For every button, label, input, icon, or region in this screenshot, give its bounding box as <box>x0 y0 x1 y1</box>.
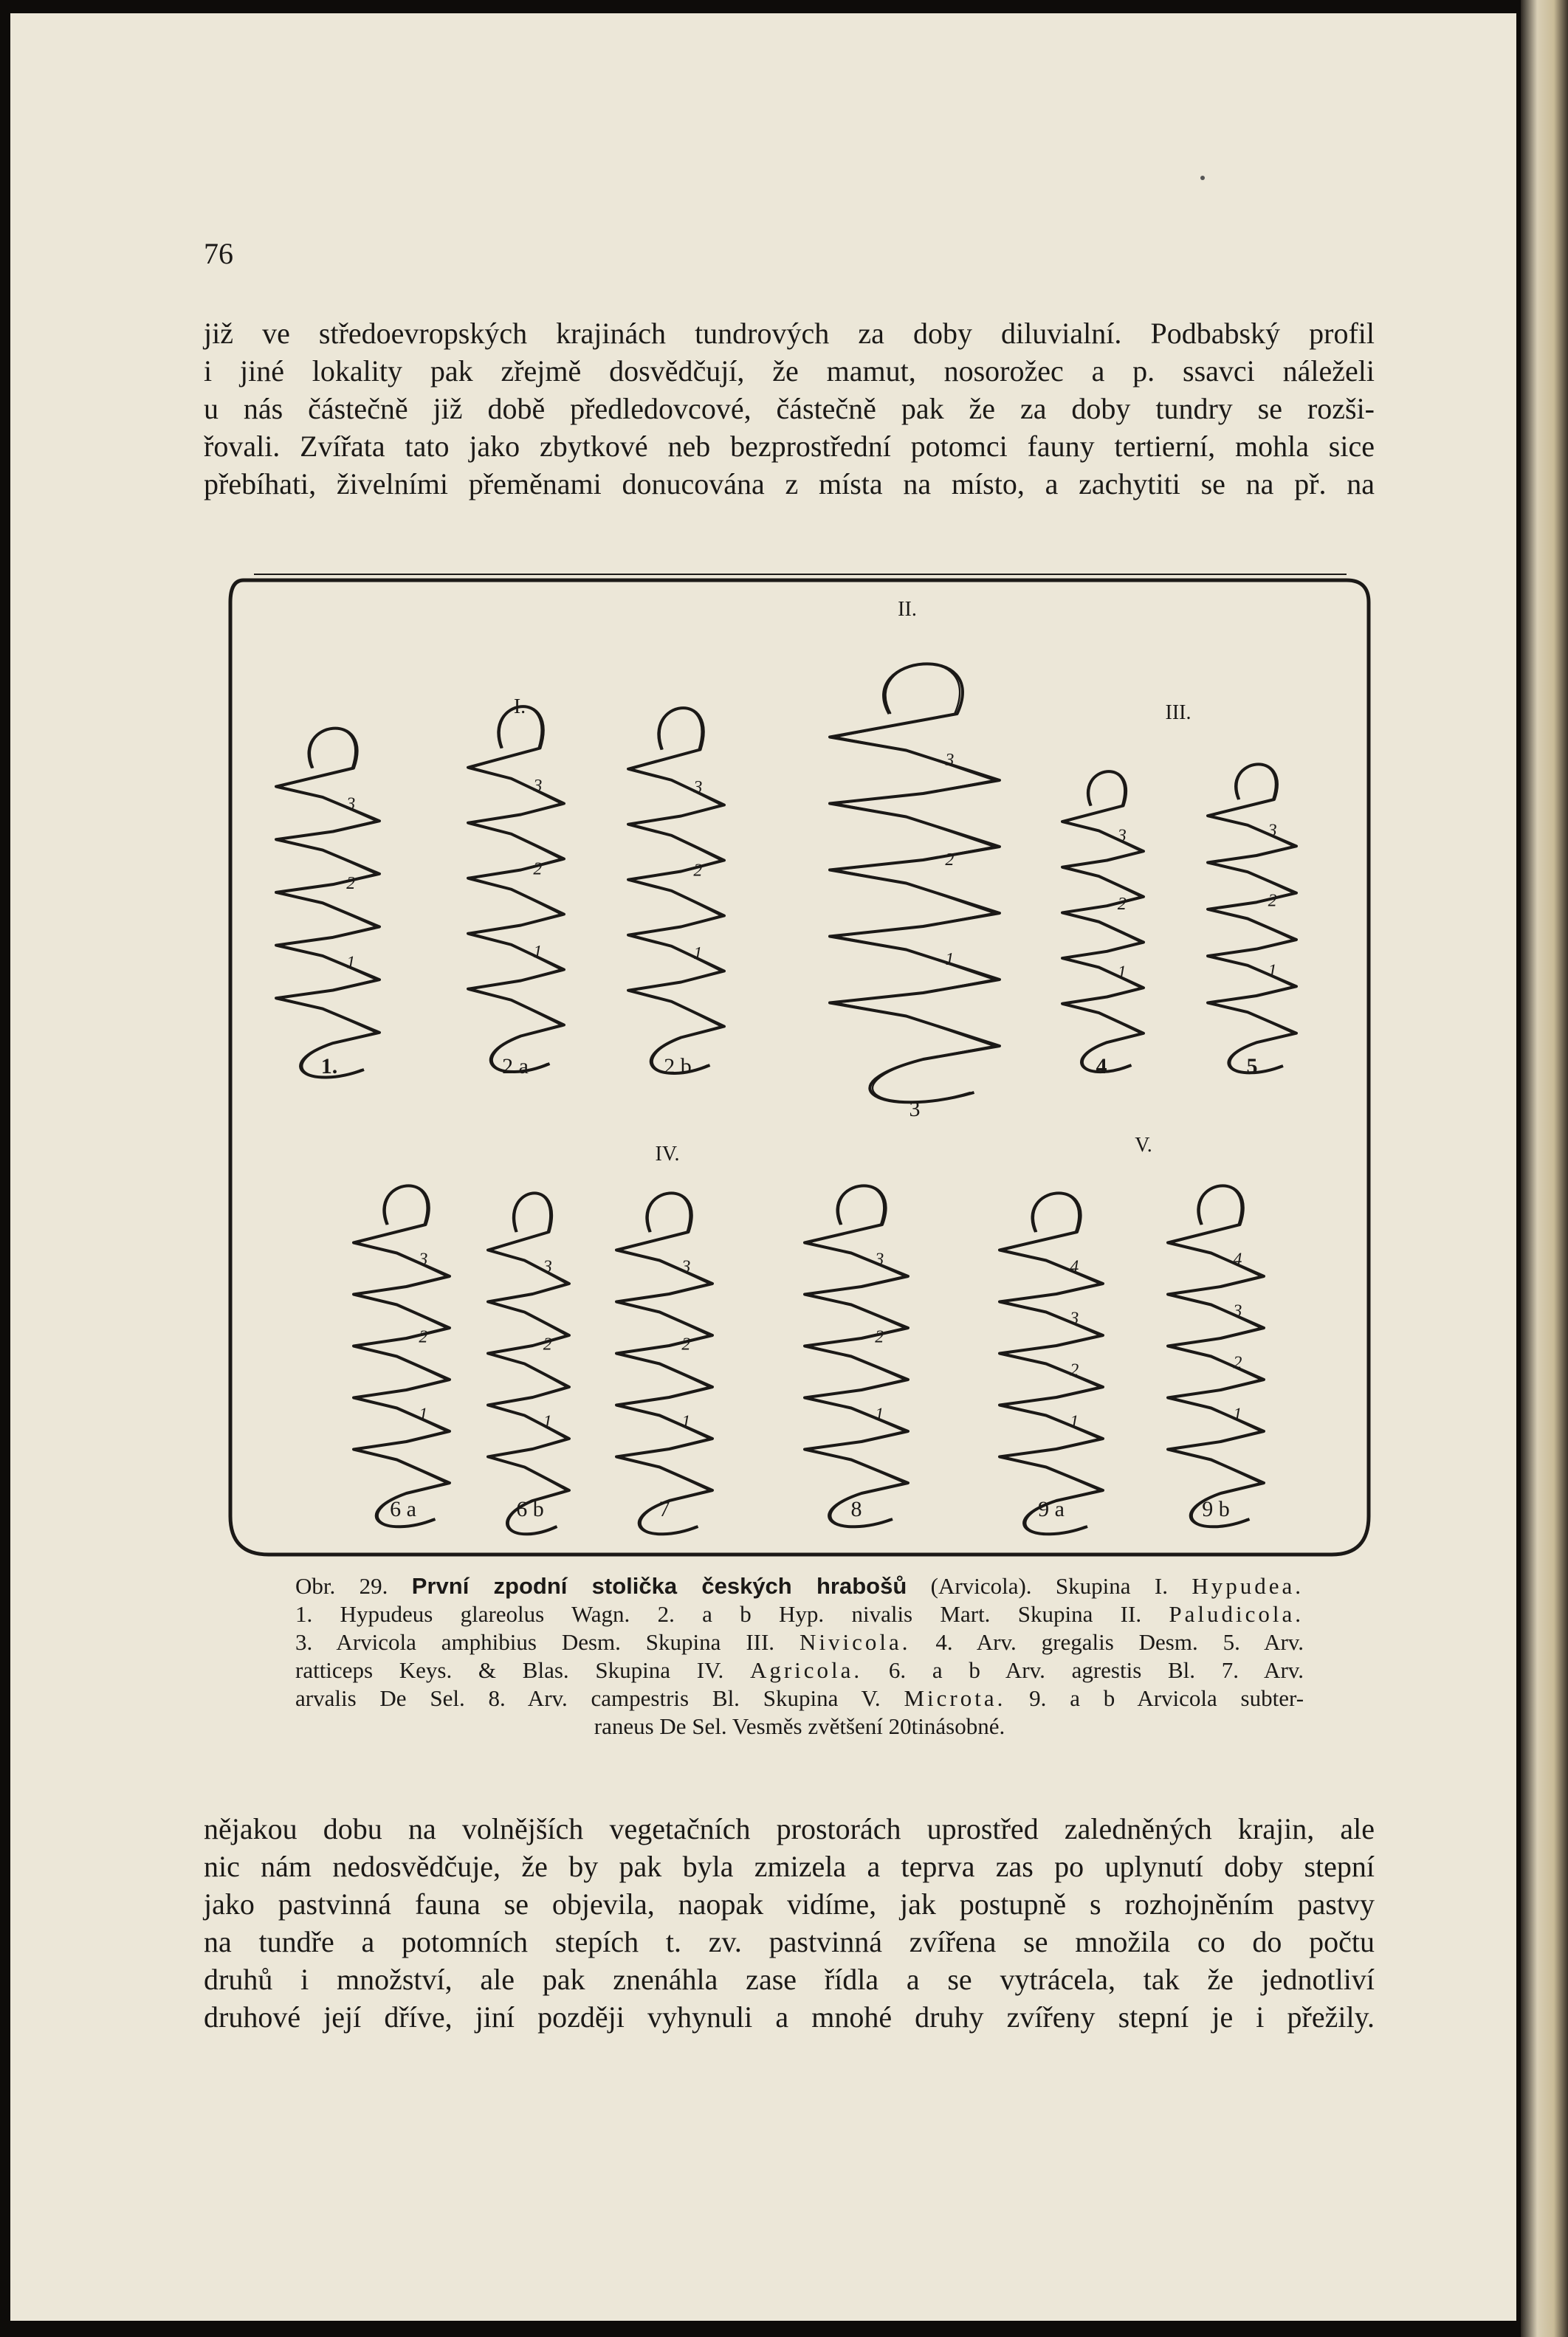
tooth-mark-label: 1 <box>681 1412 691 1432</box>
text-line: řovali. Zvířata tato jako zbytkové neb bezprostřední potomci fauny tertierní, mohla sice <box>204 430 1375 463</box>
caption-line: 3. Arvicola amphibius Desm. Skupina III. Nivicola. 4. Arv. gregalis Desm. 5. Arv. <box>295 1629 1304 1655</box>
tooth-mark-label: 2 <box>693 861 703 881</box>
tooth-outline <box>1000 1193 1103 1534</box>
tooth-mark-label: 2 <box>543 1335 552 1355</box>
caption-line: ratticeps Keys. & Blas. Skupina IV. Agricola. 6. a b Arv. agrestis Bl. 7. Arv. <box>295 1657 1304 1683</box>
tooth-mark-label: 1 <box>1117 963 1127 982</box>
specimen-label: 8 <box>850 1497 862 1521</box>
tooth-mark-label: 1 <box>1268 961 1277 981</box>
specimen-label: 5 <box>1246 1054 1258 1078</box>
tooth-mark-label: 3 <box>1070 1309 1079 1329</box>
text-line: druhové její dříve, jiní později vyhynuli a mnohé druhy zvířeny stepní je i přežily. <box>204 2000 1375 2034</box>
tooth-outline <box>616 1193 712 1534</box>
caption-line: arvalis De Sel. 8. Arv. campestris Bl. Skupina V. Microta. 9. a b Arvicola subter- <box>295 1685 1304 1711</box>
tooth-mark-label: 2 <box>1070 1360 1079 1380</box>
tooth-mark-label: 3 <box>419 1250 428 1270</box>
tooth-mark-label: 2 <box>681 1335 691 1355</box>
specimen-label: 9 a <box>1038 1497 1065 1521</box>
tooth-mark-label: 3 <box>543 1257 552 1277</box>
tooth-mark-label: 3 <box>1233 1301 1242 1321</box>
tooth-mark-label: 2 <box>945 850 955 870</box>
tooth-mark-label: 2 <box>346 873 356 893</box>
tooth-mark-label: 2 <box>875 1327 884 1347</box>
tooth-mark-label: 1 <box>543 1412 552 1432</box>
tooth-mark-label: 1 <box>875 1405 884 1425</box>
tooth-mark-label: 2 <box>419 1327 428 1347</box>
tooth-outline <box>1062 771 1144 1072</box>
specimen-label: 2 a <box>502 1054 529 1078</box>
text-line: nic nám nedosvědčuje, že by pak byla zmizela a teprva zas po uplynutí doby stepní <box>204 1850 1375 1883</box>
tooth-mark-label: 4 <box>1070 1257 1079 1277</box>
tooth-outline <box>488 1193 569 1534</box>
tooth-outline <box>276 729 379 1078</box>
caption-line: Obr. 29. První zpodní stolička českých hrabošů (Arvicola). Skupina I. Hypudea. <box>295 1573 1304 1599</box>
page-number: 76 <box>204 237 233 270</box>
figure-drawing <box>224 565 1376 1563</box>
tooth-mark-label: 1 <box>1070 1412 1079 1432</box>
specimen-label: 9 b <box>1202 1497 1230 1521</box>
tooth-outline <box>805 1185 908 1527</box>
teeth-drawings <box>276 664 1296 1534</box>
tooth-outline <box>1208 764 1296 1073</box>
specimen-label: 7 <box>659 1497 670 1521</box>
tooth-mark-label: 1 <box>945 950 955 970</box>
tooth-mark-label: 3 <box>1117 826 1127 846</box>
tooth-mark-label: 1 <box>346 953 356 973</box>
text-line: i jiné lokality pak zřejmě dosvědčují, že mamut, nosorožec a p. ssavci náleželi <box>204 354 1375 388</box>
tooth-mark-label: 3 <box>945 751 955 771</box>
tooth-outline <box>830 664 1000 1102</box>
book-spine <box>1521 0 1568 2337</box>
group-label-1: I. <box>513 695 526 718</box>
group-label-2: II. <box>898 598 917 621</box>
text-line: druhů i množství, ale pak znenáhla zase řídla a se vytrácela, tak že jednotliví <box>204 1963 1375 1996</box>
tooth-mark-label: 3 <box>875 1250 884 1270</box>
tooth-mark-label: 2 <box>1233 1353 1242 1373</box>
group-label-5: V. <box>1135 1134 1152 1157</box>
specimen-label: 3 <box>909 1097 921 1121</box>
figure-caption <box>295 1572 1304 1741</box>
tooth-outline <box>628 708 724 1073</box>
specimen-label: 6 a <box>390 1497 416 1521</box>
specimen-label: 4 <box>1096 1054 1107 1078</box>
tooth-mark-label: 2 <box>1268 891 1277 911</box>
tooth-mark-label: 3 <box>693 778 703 797</box>
specimen-label: 2 b <box>664 1054 692 1078</box>
tooth-mark-label: 4 <box>1233 1250 1242 1270</box>
tooth-mark-label: 1 <box>533 943 543 962</box>
tooth-mark-label: 3 <box>1268 821 1277 841</box>
group-label-4: IV. <box>655 1143 680 1166</box>
tooth-outline <box>354 1185 450 1527</box>
ink-speck <box>1200 176 1205 180</box>
specimen-label: 6 b <box>516 1497 544 1521</box>
paragraph-top <box>204 314 1375 503</box>
tooth-mark-label: 1 <box>1233 1405 1242 1425</box>
tooth-outline <box>1168 1185 1264 1527</box>
book-page <box>10 13 1516 2321</box>
tooth-mark-label: 2 <box>533 859 543 879</box>
tooth-mark-label: 1 <box>693 944 703 963</box>
text-line: u nás částečně již době předledovcové, částečně pak že za doby tundry se rozši- <box>204 392 1375 425</box>
text-line: jako pastvinná fauna se objevila, naopak vidíme, jak postupně s rozhojněním pastvy <box>204 1887 1375 1921</box>
tooth-outline <box>468 706 564 1072</box>
text-line: na tundře a potomních stepích t. zv. pastvinná zvířena se množila co do počtu <box>204 1925 1375 1958</box>
group-label-3: III. <box>1165 701 1192 724</box>
tooth-mark-label: 3 <box>681 1257 691 1277</box>
figure-molar-teeth <box>224 565 1376 1563</box>
caption-line: raneus De Sel. Vesměs zvětšení 20tinásobné. <box>594 1713 1005 1739</box>
specimen-label: 1. <box>320 1054 338 1078</box>
tooth-mark-label: 3 <box>533 777 543 796</box>
text-line: nějakou dobu na volnějších vegetačních prostorách uprostřed zaledněných krajin, ale <box>204 1812 1375 1845</box>
text-line: již ve středoevropských krajinách tundrových za doby diluvialní. Podbabský profil <box>204 317 1375 350</box>
caption-line: 1. Hypudeus glareolus Wagn. 2. a b Hyp. nivalis Mart. Skupina II. Paludicola. <box>295 1601 1304 1627</box>
tooth-mark-label: 2 <box>1117 895 1127 915</box>
paragraph-bottom <box>204 1810 1375 2036</box>
text-line: přebíhati, živelními přeměnami donucována z místa na místo, a zachytiti se na př. na <box>204 467 1375 500</box>
tooth-mark-label: 1 <box>419 1405 428 1425</box>
tooth-inner-outline <box>490 1193 566 1534</box>
tooth-mark-label: 3 <box>346 794 356 814</box>
